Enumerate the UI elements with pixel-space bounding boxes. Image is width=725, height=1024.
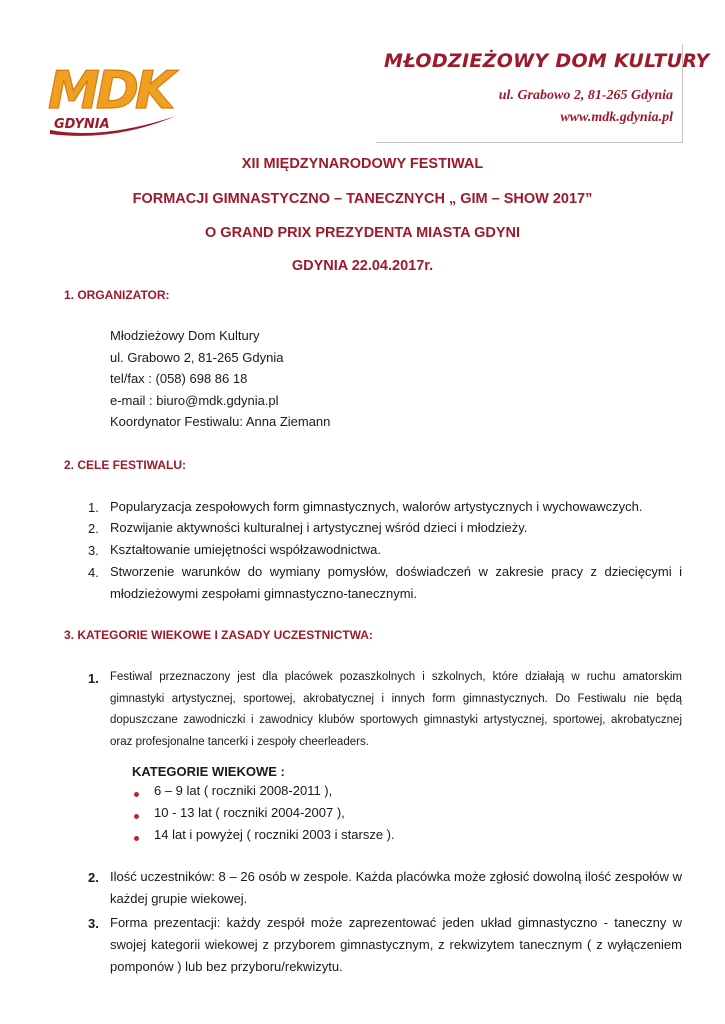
goal-item: Kształtowanie umiejętności współzawodnictwa. [110, 542, 381, 557]
logo-text: MDK [48, 61, 172, 121]
section-categories-heading: 3. KATEGORIE WIEKOWE I ZASADY UCZESTNICTWA: [64, 628, 373, 642]
participation-rule: Ilość uczestników: 8 – 26 osób w zespole. Każda placówka może zgłosić dowolną ilość zespołów w każdej grupie wiekowej. [110, 869, 682, 906]
organizer-line: ul. Grabowo 2, 81-265 Gdynia [110, 350, 284, 365]
list-number: 3. [88, 916, 99, 931]
organizer-email[interactable]: e-mail : biuro@mdk.gdynia.pl [110, 393, 279, 408]
goal-item: Popularyzacja zespołowych form gimnastycznych, walorów artystycznych i wychowawczych. [110, 499, 643, 514]
list-number: 2. [88, 521, 99, 536]
goal-item: Stworzenie warunków do wymiany pomysłów, doświadczeń w zakresie pracy z dziecięcymi i młodzieżowymi zespołami gimnastyczno-tanecznymi. [110, 564, 682, 601]
mdk-logo [44, 42, 184, 142]
list-number: 3. [88, 543, 99, 558]
organizer-line: tel/fax : (058) 698 86 18 [110, 371, 248, 386]
list-number: 2. [88, 870, 99, 885]
festival-title-line-2: FORMACJI GIMNASTYCZNO – TANECZNYCH „ GIM – SHOW 2017” [132, 191, 593, 207]
age-categories-heading: KATEGORIE WIEKOWE : [132, 764, 285, 779]
list-number: 1. [88, 671, 99, 686]
section-organizer-heading: 1. ORGANIZATOR: [64, 288, 170, 302]
festival-title-line-3: O GRAND PRIX PREZYDENTA MIASTA GDYNI [205, 225, 520, 241]
participation-rule: Festiwal przeznaczony jest dla placówek pozaszkolnych i szkolnych, które działają w ruchu amatorskim gimnastyki artystycznej, sportowej, akrobatycznej i innych form gimnastycznych. Do Festiwalu nie będą dopuszczane zawodniczki i zawodnicy klubów sportowych gimnastyki artystycznej, sportowej, akrobatycznej oraz profesjonalne tancerki i zespoły cheerleaders. [110, 671, 682, 748]
organizer-line: Młodzieżowy Dom Kultury [110, 328, 260, 343]
bullet-icon [134, 836, 139, 841]
institution-website[interactable]: www.mdk.gdynia.pl [560, 110, 673, 125]
bullet-icon [134, 814, 139, 819]
institution-address: ul. Grabowo 2, 81-265 Gdynia [498, 88, 673, 103]
organizer-line: Koordynator Festiwalu: Anna Ziemann [110, 414, 331, 429]
institution-name: MŁODZIEŻOWY DOM KULTURY [384, 50, 710, 72]
festival-title-line-1: XII MIĘDZYNARODOWY FESTIWAL [241, 156, 484, 172]
festival-date: GDYNIA 22.04.2017r. [291, 258, 434, 274]
section-goals-heading: 2. CELE FESTIWALU: [64, 458, 187, 472]
participation-rule: Forma prezentacji: każdy zespół może zaprezentować jeden układ gimnastyczno - taneczny w swojej kategorii wiekowej z przyborem gimnastycznym, z rekwizytem tanecznym ( z wyłączeniem pomponów ) lub bez przyboru/rekwizytu. [110, 915, 682, 974]
list-number: 1. [88, 500, 99, 515]
age-category: 10 - 13 lat ( roczniki 2004-2007 ), [154, 805, 345, 820]
logo-city: GDYNIA [54, 117, 110, 132]
age-category: 14 lat i powyżej ( roczniki 2003 i starsze ). [154, 827, 395, 842]
goal-item: Rozwijanie aktywności kulturalnej i artystycznej wśród dzieci i młodzieży. [110, 520, 528, 535]
age-category: 6 – 9 lat ( roczniki 2008-2011 ), [154, 783, 333, 798]
bullet-icon [134, 792, 139, 797]
list-number: 4. [88, 565, 99, 580]
